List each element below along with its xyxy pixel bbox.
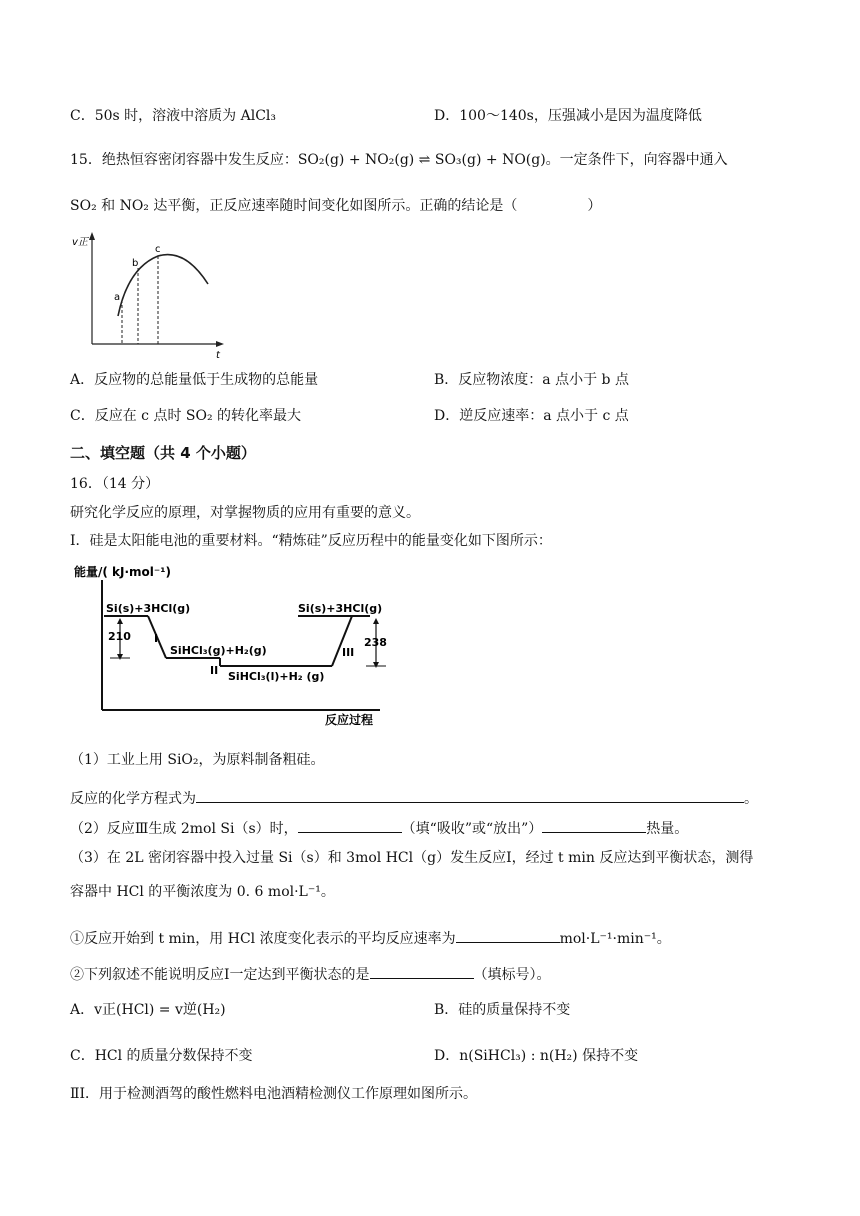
q15-option-c: C．反应在 c 点时 SO₂ 的转化率最大 (70, 408, 302, 424)
q16-3-line1: （3）在 2L 密闭容器中投入过量 Si（s）和 3mol HCl（g）发生反应Ⅰ，经过 t min 反应达到平衡状态，测得 (70, 850, 754, 866)
q16-3-2-end: （填标号）。 (473, 967, 551, 983)
section-title: 二、填空题（共 4 个小题） (70, 444, 256, 462)
q15-option-b: B．反应物浓度：a 点小于 b 点 (434, 372, 629, 388)
q16-option-d: D．n(SiHCl₃) : n(H₂) 保持不变 (434, 1048, 639, 1064)
diagram-y-label: 能量/( kJ·mol⁻¹) (74, 565, 171, 579)
step-2: II (210, 664, 219, 677)
step-3: III (342, 646, 355, 659)
q16-option-b: B．硅的质量保持不变 (434, 1002, 571, 1018)
level-mid2: SiHCl₃(l)+H₂ (g) (228, 670, 325, 683)
q16-option-a: A．v正(HCl) = v逆(H₂) (70, 1002, 226, 1018)
q15-option-a: A．反应物的总能量低于生成物的总能量 (70, 372, 319, 388)
q14-option-c: C．50s 时，溶液中溶质为 AlCl₃ (70, 108, 277, 124)
answer-blank-equation[interactable] (196, 788, 744, 803)
level-left: Si(s)+3HCl(g) (106, 602, 191, 615)
value-210: 210 (108, 630, 131, 643)
q15-stem-text: SO₂ 和 NO₂ 达平衡，正反应速率随时间变化如图所示。正确的结论是（ (70, 198, 518, 214)
q15-stem-line2 (70, 196, 601, 216)
q16-2-hint: （填“吸收”或“放出”） (401, 821, 543, 837)
level-mid1: SiHCl₃(g)+H₂(g) (170, 644, 267, 657)
level-right: Si(s)+3HCl(g) (298, 602, 383, 615)
graph-x-label: t (216, 350, 220, 360)
point-c: c (155, 244, 161, 255)
q16-1-prompt: 反应的化学方程式为 (70, 791, 196, 807)
value-238: 238 (364, 636, 387, 649)
answer-blank-rate[interactable] (456, 928, 560, 943)
q15-stem-line1: 15．绝热恒容密闭容器中发生反应：SO₂(g) + NO₂(g) ⇌ SO₃(g) + NO(g)。一定条件下，向容器中通入 (70, 152, 728, 168)
point-b: b (132, 258, 139, 269)
diagram-x-label: 反应过程 (325, 713, 374, 727)
q16-3-1-line (70, 928, 671, 949)
q16-2-end: 热量。 (646, 821, 689, 837)
q16-1-line2 (70, 788, 758, 809)
q16-part2: ⅡI．用于检测酒驾的酸性燃料电池酒精检测仪工作原理如图所示。 (70, 1086, 478, 1102)
q16-1-end: 。 (744, 791, 758, 807)
q15-rate-graph (70, 228, 230, 360)
q16-3-line2: 容器中 HCl 的平衡浓度为 0. 6 mol·L⁻¹。 (70, 884, 335, 900)
step-1: I (154, 632, 159, 645)
graph-y-label: v正 (72, 237, 88, 248)
q16-3-1-text: ①反应开始到 t min，用 HCl 浓度变化表示的平均反应速率为 (70, 931, 456, 947)
q16-number: 16．（14 分） (70, 476, 160, 492)
answer-blank-heat[interactable] (542, 818, 646, 833)
q15-option-d: D．逆反应速率：a 点小于 c 点 (434, 408, 629, 424)
q16-part1: Ⅰ．硅是太阳能电池的重要材料。“精炼硅”反应历程中的能量变化如下图所示： (70, 533, 552, 549)
answer-blank-absorb-release[interactable] (298, 818, 402, 833)
q16-2-line (70, 818, 688, 839)
q16-3-2-line (70, 964, 551, 985)
q16-option-c: C．HCl 的质量分数保持不变 (70, 1048, 253, 1064)
answer-blank-option[interactable] (370, 964, 474, 979)
q14-option-d: D．100～140s，压强减小是因为温度降低 (434, 108, 702, 124)
point-a: a (114, 292, 121, 303)
q16-intro: 研究化学反应的原理，对掌握物质的应用有重要的意义。 (70, 505, 420, 521)
q16-1-line1: （1）工业上用 SiO₂，为原料制备粗硅。 (70, 752, 325, 768)
q15-stem-close: ） (587, 198, 602, 214)
energy-diagram (70, 560, 400, 730)
q16-3-1-unit: mol·L⁻¹·min⁻¹。 (559, 931, 671, 947)
q16-2-text: （2）反应Ⅲ生成 2mol Si（s）时， (70, 821, 298, 837)
q16-3-2-text: ②下列叙述不能说明反应Ⅰ一定达到平衡状态的是 (70, 967, 370, 983)
